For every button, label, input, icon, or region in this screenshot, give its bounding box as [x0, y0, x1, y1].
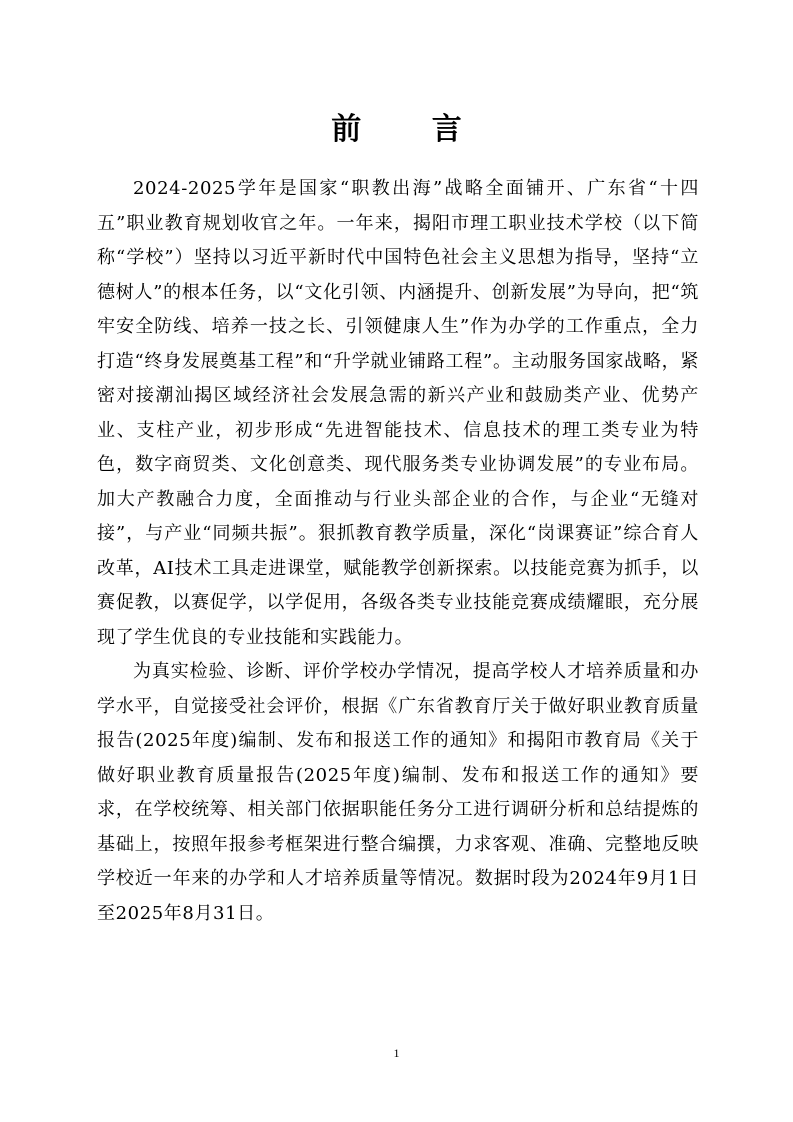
page-number: 1 [393, 1046, 400, 1060]
page-title: 前 言 [331, 112, 492, 147]
paragraph-intro: 2024-2025学年是国家“职教出海”战略全面铺开、广东省“十四五”职业教育规划收官之年。一年来，揭阳市理工职业技术学校（以下简称“学校”）坚持以习近平新时代中国特色社会主义思想为指导，坚持“立德树人”的根本任务，以“文化引领、内涵提升、创新发展”为导向，把“筑牢安全防线、培养一技之长、引领健康人生”作为办学的工作重点，全力打造“终身发展奠基工程”和“升学就业铺路工程”。主动服务国家战略，紧密对接潮汕揭区域经济社会发展急需的新兴产业和鼓励类产业、优势产业、支柱产业，初步形成“先进智能技术、信息技术的理工类专业为特色，数字商贸类、文化创意类、现代服务类专业协调发展”的专业布局。加大产教融合力度，全面推动与行业头部企业的合作，与企业“无缝对接”，与产业“同频共振”。狠抓教育教学质量，深化“岗课赛证”综合育人改革，AI技术工具走进课堂，赋能教学创新探索。以技能竞赛为抓手，以赛促教，以赛促学，以学促用，各级各类专业技能竞赛成绩耀眼，充分展现了学生优良的专业技能和实践能力。 [97, 178, 699, 648]
paragraph-purpose: 为真实检验、诊断、评价学校办学情况，提高学校人才培养质量和办学水平，自觉接受社会评价，根据《广东省教育厅关于做好职业教育质量报告(2025年度)编制、发布和报送工作的通知》和揭阳市教育局《关于做好职业教育质量报告(2025年度)编制、发布和报送工作的通知》要求，在学校统筹、相关部门依据职能任务分工进行调研分析和总结提炼的基础上，按照年报参考框架进行整合编撰，力求客观、准确、完整地反映学校近一年来的办学和人才培养质量等情况。数据时段为2024年9月1日至2025年8月31日。 [97, 661, 699, 924]
document-body [97, 172, 699, 931]
